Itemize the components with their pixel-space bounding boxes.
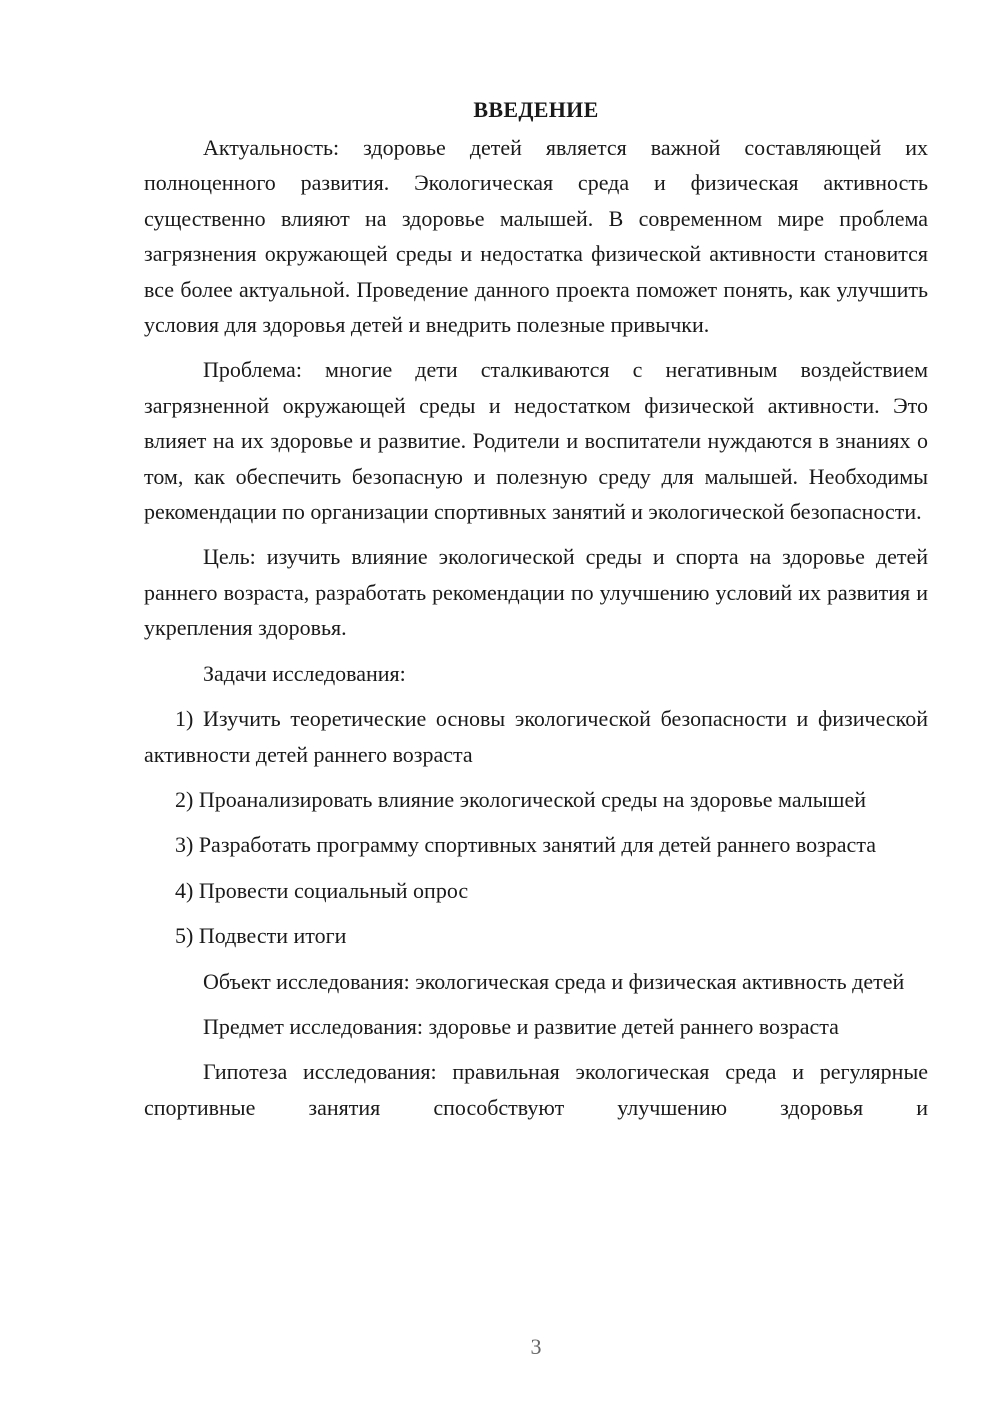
task-item-1: 1) Изучить теоретические основы экологической безопасности и физической активности детей раннего возраста xyxy=(144,706,928,767)
relevance-paragraph: Актуальность: здоровье детей является важной составляющей их полноценного развития. Экологическая среда и физическая активность существенно влияют на здоровье малышей. В современном мире проблема загрязнения окружающей среды и недостатка физической активности становится все более актуальной. Проведение данного проекта поможет понять, как улучшить условия для здоровья детей и внедрить полезные привычки. xyxy=(144,135,928,338)
research-subject-paragraph: Предмет исследования: здоровье и развитие детей раннего возраста xyxy=(203,1013,839,1039)
research-object-paragraph: Объект исследования: экологическая среда и физическая активность детей xyxy=(203,968,905,994)
task-item-4: 4) Провести социальный опрос xyxy=(175,877,469,903)
task-item-3: 3) Разработать программу спортивных занятий для детей раннего возраста xyxy=(175,832,876,858)
goal-paragraph: Цель: изучить влияние экологической среды и спорта на здоровье детей раннего возраста, разработать рекомендации по улучшению условий их развития и укрепления здоровья. xyxy=(144,544,928,641)
page-title: ВВЕДЕНИЕ xyxy=(473,97,599,122)
page-number: 3 xyxy=(530,1334,542,1359)
document-page xyxy=(144,94,928,1135)
task-item-5: 5) Подвести итоги xyxy=(175,923,347,949)
tasks-heading: Задачи исследования: xyxy=(203,660,406,686)
task-item-2: 2) Проанализировать влияние экологической среды на здоровье малышей xyxy=(175,786,867,812)
hypothesis-paragraph: Гипотеза исследования: правильная экологическая среда и регулярные спортивные занятия способствуют улучшению здоровья и xyxy=(144,1059,928,1120)
problem-paragraph: Проблема: многие дети сталкиваются с негативным воздействием загрязненной окружающей среды и недостатком физической активности. Это влияет на их здоровье и развитие. Родители и воспитатели нуждаются в знаниях о том, как обеспечить безопасную и полезную среду для малышей. Необходимы рекомендации по организации спортивных занятий и экологической безопасности. xyxy=(144,357,928,525)
